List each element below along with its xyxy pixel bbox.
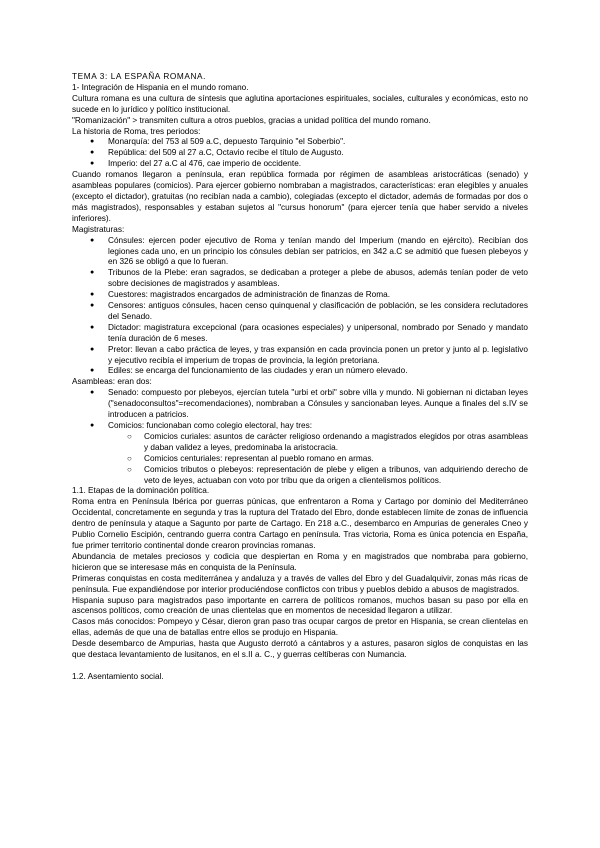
paragraph-magistraturas: Magistraturas: [72, 224, 125, 234]
document-title: TEMA 3: LA ESPAÑA ROMANA. [72, 72, 207, 81]
list-item: ● Senado: compuesto por plebeyos, ejercían tutela "urbi et orbi" sobre villa y mundo. Ni gobiernan ni dictaban leyes ("senadoconsultos"=recomendaciones), nombraban a Cónsules y sancionaban leyes. Aunque a finales del s.IV se introducen a patricios. [90, 388, 528, 420]
bullet-icon: ● [90, 291, 95, 299]
list-item: ● Comicios: funcionaban como colegio electoral, hay tres: [90, 421, 313, 430]
paragraph-primeras: Primeras conquistas en costa mediterránea y andaluza y a través de valles del Ebro y del Guadalquivir, zonas más ricas de península. Fue expandiéndose por interior produciéndose conflictos con tribus y pueblos debido a abusos de magistrados. [72, 573, 528, 594]
magistraturas-list [72, 236, 528, 378]
spacer [72, 661, 528, 672]
bullet-icon: ● [90, 149, 95, 157]
bullet-icon: ● [90, 302, 95, 310]
section-heading-1-2: 1.2. Asentamiento social. [72, 671, 164, 681]
circle-bullet-icon: ○ [127, 464, 132, 474]
list-item: ● Pretor: llevan a cabo práctica de leyes, y tras expansión en cada provincia ponen un pretor y junto al p. legislativo y ejecutivo recibía el imperium de tropas de provincia, la legión pretoriana. [90, 344, 528, 365]
bullet-icon: ● [90, 323, 95, 331]
bullet-icon: ● [90, 160, 95, 168]
list-item: ○ Comicios centuriales: representan al pueblo romano en armas. [127, 453, 374, 463]
paragraph-romanizacion: "Romanización" > transmiten cultura a otros pueblos, gracias a unidad política del mundo romano. [72, 115, 431, 125]
circle-bullet-icon: ○ [127, 431, 132, 441]
paragraph-hispania: Hispania supuso para magistrados paso importante en carrera de políticos romanos, muchos basan su paso por ella en ascensos políticos, como creación de unas clientelas que en momentos de necesidad llegaron a utilizar. [72, 595, 528, 616]
comicios-sublist [72, 432, 528, 487]
circle-bullet-icon: ○ [127, 453, 132, 463]
section-heading-1: 1- Integración de Hispania en el mundo romano. [72, 82, 249, 92]
paragraph-roma-entra: Roma entra en Península Ibérica por guerras púnicas, que enfrentaron a Roma y Cartago por dominio del Mediterráneo Occidental, concretamente en segunda y tras la ruptura del Tratado del Ebro, donde establecen límite de zonas de influencia dentro de península y ataque a Sagunto por parte de Cartago. En 218 a.C., desembarco en Ampurias de generales Cneo y Publio Cornelio Escipión, centrando guerra contra Cartago en península. Tras victoria, Roma es única potencia en España, fue primer territorio continental donde crearon provincias romanas. [72, 497, 528, 550]
bullet-icon: ● [90, 389, 95, 397]
paragraph-historia: La historia de Roma, tres periodos: [72, 126, 201, 136]
section-heading-1-1: 1.1. Etapas de la dominación política. [72, 486, 210, 496]
paragraph-casos: Casos más conocidos: Pompeyo y César, dieron gran paso tras ocupar cargos de pretor en Hispania, se crean clientelas en ellas, además de que una de batallas entre ellos se produjo en Hispania. [72, 617, 528, 638]
bullet-icon: ● [90, 138, 95, 146]
paragraph-republica: Cuando romanos llegaron a península, eran república formada por régimen de asambleas aristocráticas (senado) y asambleas populares (comicios). Para ejercer gobierno nombraban a magistrados, características: eran elegibles y anuales (excepto el dictador), gratuitas (no recibían nada a cambio), colegiadas (excepto el dictador, además de formadas por dos o más magistrados), responsables y estaban sujetos al "cursus honorum" (para ejercer tenía que haber servido a niveles inferiores). [72, 170, 528, 223]
paragraph-cultura: Cultura romana es una cultura de síntesis que aglutina aportaciones espirituales, sociales, culturales y económicas, esto no sucede en lo jurídico y político institucional. [72, 93, 528, 114]
list-item: ● Cuestores: magistrados encargados de administración de finanzas de Roma. [90, 290, 391, 300]
list-item: ● Dictador: magistratura excepcional (para ocasiones especiales) y unipersonal, nombrado por Senado y mandato tenía duración de 6 meses. [90, 322, 528, 343]
bullet-icon: ● [90, 345, 95, 353]
bullet-icon: ● [90, 367, 95, 375]
bullet-icon: ● [90, 236, 95, 244]
list-item: ● Imperio: del 27 a.C al 476, cae imperio de occidente. [90, 159, 302, 169]
document-body [72, 72, 528, 683]
periodos-list [72, 137, 528, 170]
list-item: ● Cónsules: ejercen poder ejecutivo de Roma y tenían mando del Imperium (mando en ejército). Recibían dos legiones cada uno, en un principio los cónsules debían ser patricios, en 342 a.C se admitió que fuesen plebeyos y en 326 se obligó a que lo fueran. [90, 235, 528, 267]
list-item: ● Censores: antiguos cónsules, hacen censo quinquenal y clasificación de población, se les considera reclutadores del Senado. [90, 301, 528, 321]
list-item: ● Ediles: se encarga del funcionamiento de las ciudades y eran un número elevado. [90, 366, 408, 376]
list-item: ● Monarquía: del 753 al 509 a.C, depuesto Tarquinio "el Soberbio". [90, 137, 346, 147]
list-item: ○ Comicios curiales: asuntos de carácter religioso ordenando a magistrados elegidos por otras asambleas y daban validez a leyes, predominaba la aristocracia. [127, 431, 528, 452]
list-item: ● Tribunos de la Plebe: eran sagrados, se dedicaban a proteger a plebe de abusos, además tenían poder de veto sobre decisiones de magistrados y asambleas. [90, 268, 528, 289]
list-item: ● República: del 509 al 27 a.C, Octavio recibe el título de Augusto. [90, 148, 344, 158]
paragraph-asambleas: Asambleas: eran dos: [72, 377, 152, 387]
list-item: ○ Comicios tributos o plebeyos: representación de plebe y eligen a tribunos, van adquiriendo derecho de veto de leyes, actuaban con voto por tribu que da origen a clientelismos políticos. [127, 464, 528, 485]
paragraph-desde: Desde desembarco de Ampurias, hasta que Augusto derrotó a cántabros y a astures, pasaron siglos de conquistas en las que destaca levantamiento de lusitanos, en el s.II a. C., y guerras celtíberas con Numancia. [72, 639, 528, 660]
bullet-icon: ● [90, 269, 95, 277]
asambleas-list [72, 388, 528, 432]
paragraph-abundancia: Abundancia de metales preciosos y codicia que despiertan en Roma y en magistrados que nombraba para gobierno, hicieron que se interesase más en conquista de la Península. [72, 551, 528, 572]
bullet-icon: ● [90, 422, 95, 429]
